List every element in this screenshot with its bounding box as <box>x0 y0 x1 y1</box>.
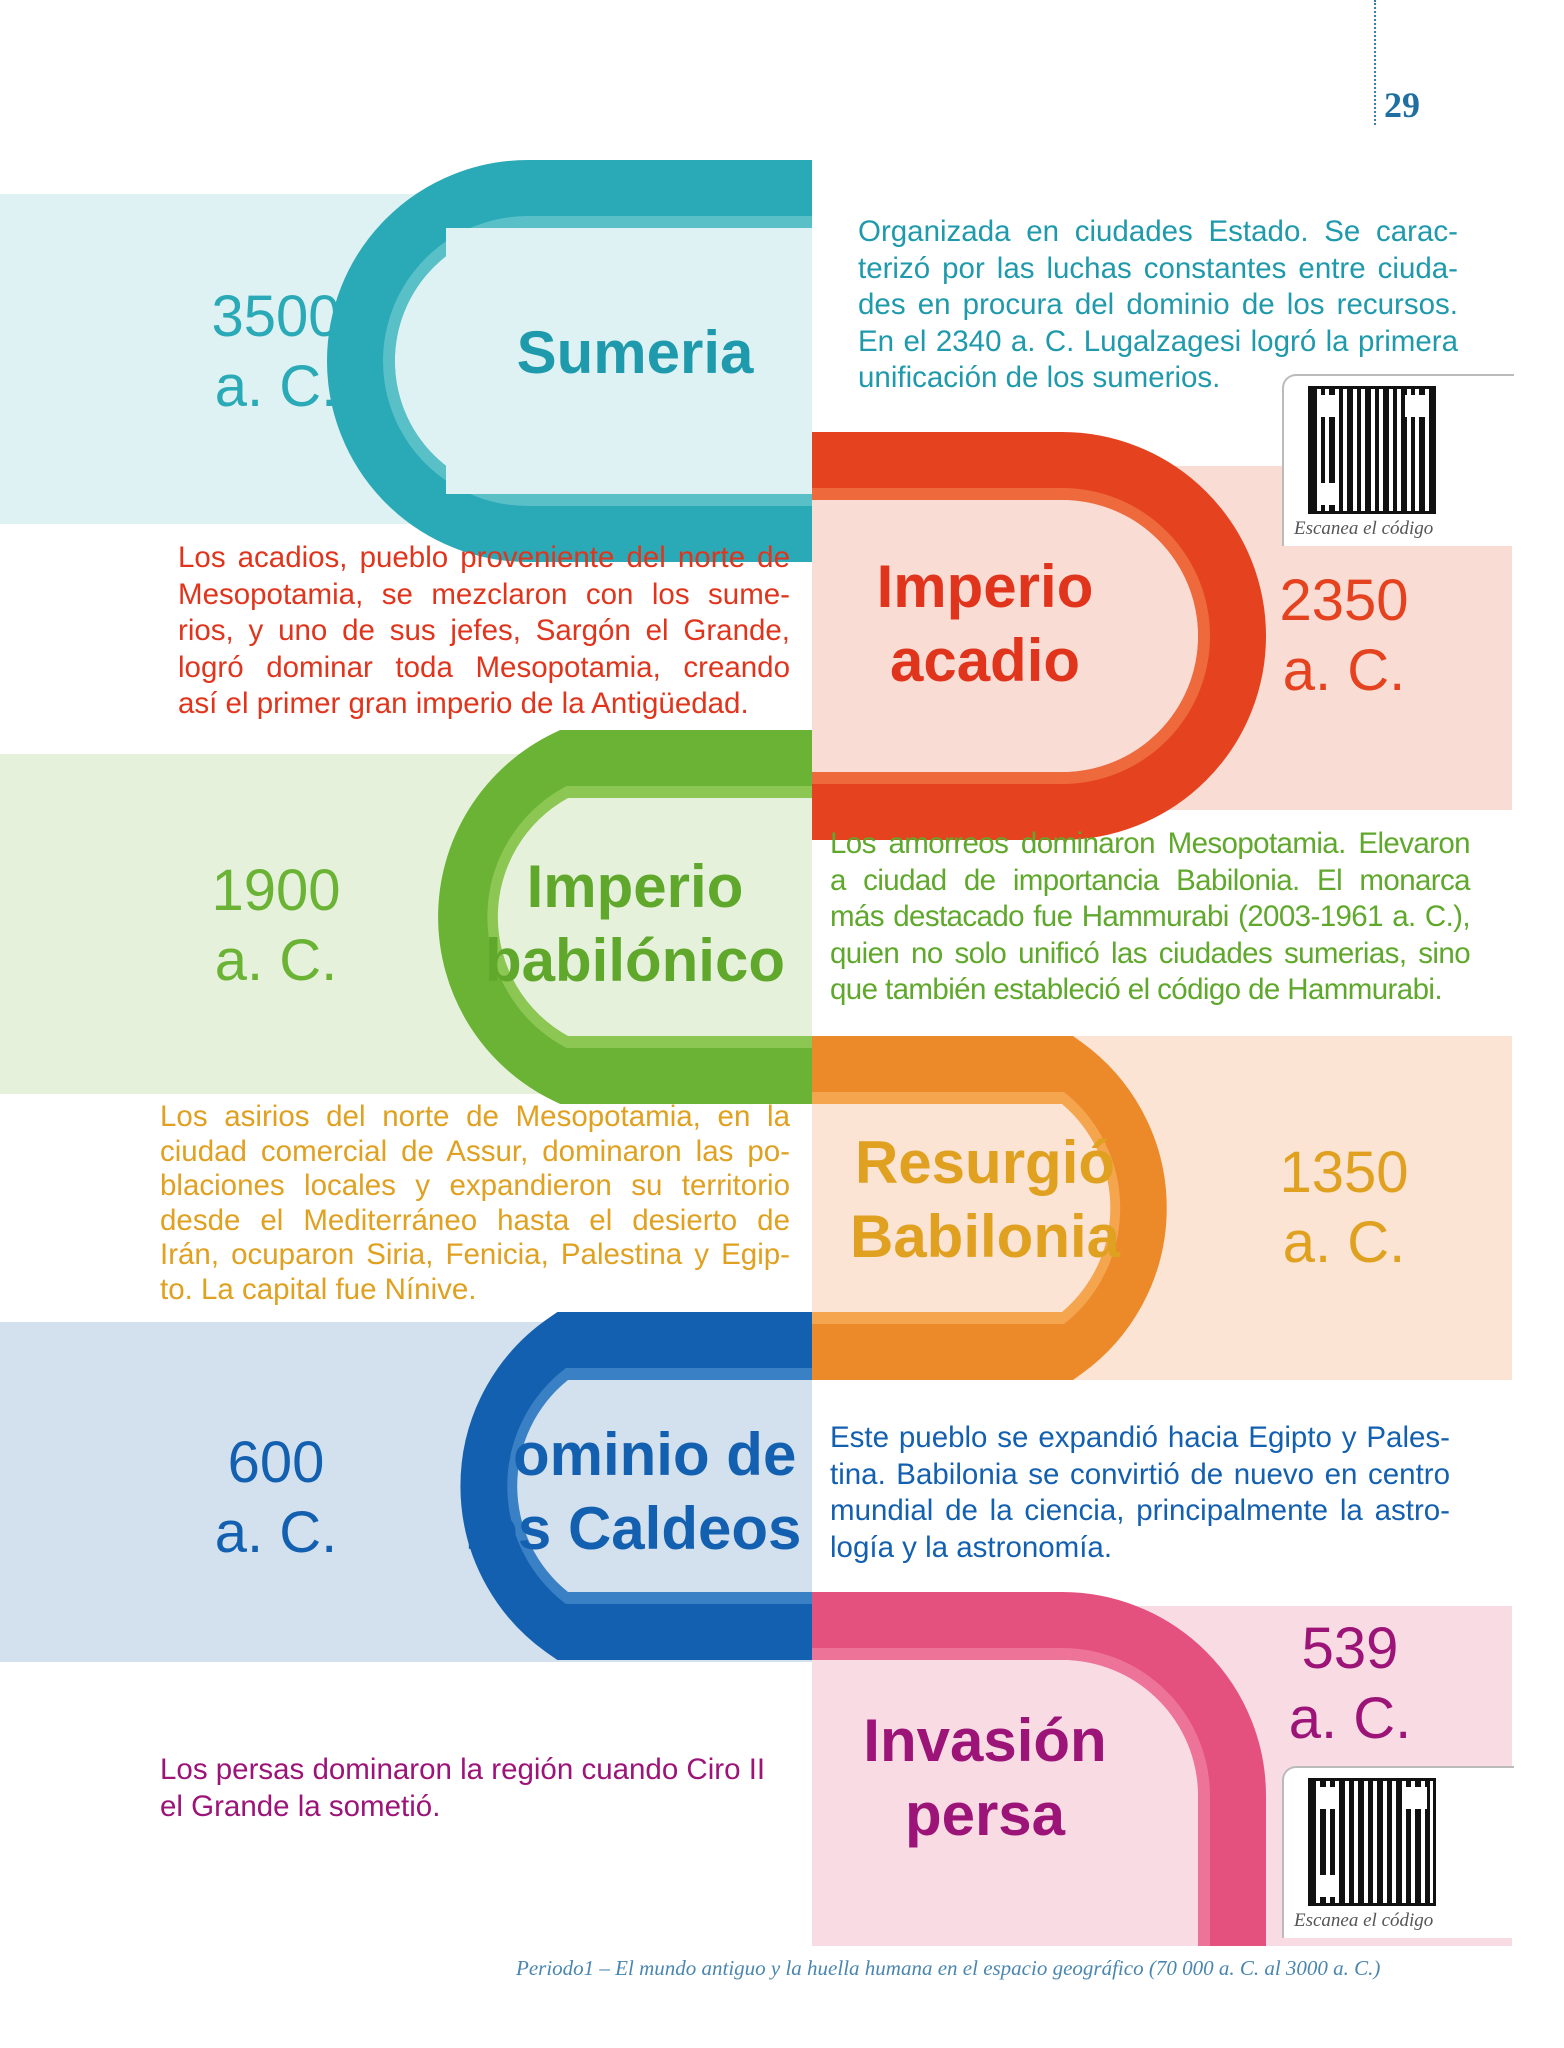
description-sumeria: Organizada en ciudades Estado. Se carac- terizó por las luchas constantes entre ciuda- des en procura del dominio de los recursos. En el 2340 a. C. Lugalzagesi logró la primera unificación de los sumerios. <box>858 215 1458 394</box>
qr-code-sumeria[interactable] <box>1282 374 1514 546</box>
page-footer: Periodo1 – El mundo antiguo y la huella humana en el espacio geográfico (70 000 a. C. al 3000 a. C.) <box>516 1956 1381 1980</box>
qr-code-persa[interactable] <box>1282 1766 1514 1938</box>
qr-code-icon <box>1308 1778 1436 1906</box>
page-number: 29 <box>1384 85 1420 125</box>
title-sumeria: Sumeria <box>516 319 754 386</box>
title-babilonico: Imperio babilónico <box>485 853 785 994</box>
description-babilonico: Los amorreos dominaron Mesopotamia. Elevaron a ciudad de importancia Babilonia. El monarca más destacado fue Hammurabi (2003-1961 a. C.), quien no solo unificó las ciudades sumerias, sino que también estableció el código de Hammurabi. <box>830 827 1470 1006</box>
title-acadio: Imperio acadio <box>876 553 1094 694</box>
title-caldeos: Dominio de los Caldeos <box>464 1421 802 1562</box>
description-persa: Los persas dominaron la región cuando Ciro II el Grande la sometió. <box>160 1753 766 1823</box>
year-acadio: 2350 a. C. <box>1279 568 1409 703</box>
year-persa: 539 a. C. <box>1288 1616 1412 1751</box>
description-acadio: Los acadios, pueblo proveniente del norte de Mesopotamia, se mezclaron con los sume- rios, y uno de sus jefes, Sargón el Grande, logró dominar toda Mesopotamia, creando así el primer gran imperio de la Antigüedad. <box>178 541 790 720</box>
year-babilonico: 1900 a. C. <box>211 858 341 993</box>
year-resurgio: 1350 a. C. <box>1279 1140 1409 1275</box>
qr-caption: Escanea el código <box>1294 518 1434 539</box>
qr-code-icon <box>1308 386 1436 514</box>
title-resurgio: Resurgió Babilonia <box>849 1129 1121 1270</box>
year-sumeria: 3500 a. C. <box>211 284 341 419</box>
description-caldeos: Este pueblo se expandió hacia Egipto y Pales- tina. Babilonia se convirtió de nuevo en centro mundial de la ciencia, principalmente la astro- logía y la astronomía. <box>830 1421 1450 1564</box>
description-resurgio: Los asirios del norte de Mesopotamia, en la ciudad comercial de Assur, dominaron las po- blaciones locales y expandieron su territorio desde el Mediterráneo hasta el desierto de Irán, ocuparon Siria, Fenicia, Palestina y Egip- to. La capital fue Nínive. <box>160 1100 790 1306</box>
year-caldeos: 600 a. C. <box>214 1430 338 1565</box>
qr-caption: Escanea el código <box>1294 1910 1434 1931</box>
title-persa: Invasión persa <box>863 1707 1107 1848</box>
